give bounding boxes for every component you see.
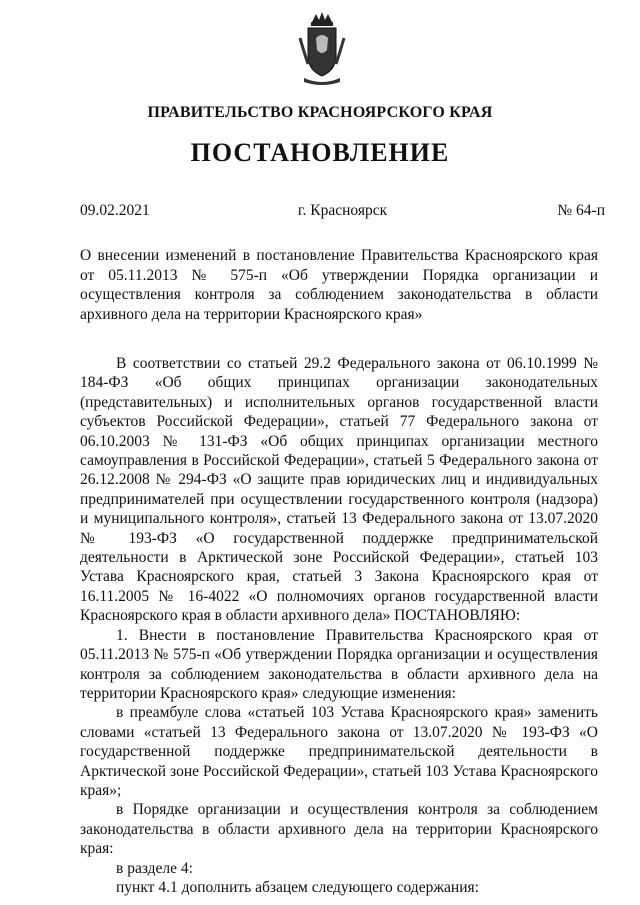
document-number: № 64-п: [557, 202, 605, 219]
body-paragraph: В соответствии со статьей 29.2 Федерального закона от 06.10.1999 № 184-ФЗ «Об общих принципах организации законодательных (представительных) и исполнительных органов государственной власти субъектов Российской Федерации», статьей 77 Федерального закона от 06.10.2003 № 131-ФЗ «Об общих принципах организации местного самоуправления в Российской Федерации», статьей 5 Федерального закона от 26.12.2008 № 294-ФЗ «О защите прав юридических лиц и индивидуальных предпринимателей при осуществлении государственного контроля (надзора) и муниципального контроля», статьей 13 Федерального закона от 13.07.2020 № 193-ФЗ «О государственной поддержке предпринимательской деятельности в Арктической зоне Российской Федерации», статьей 103 Устава Красноярского края, статьей 3 Закона Красноярского края от 16.11.2005 № 16-4022 «О полномочиях органов государственной власти Красноярского края в области архивного дела» ПОСТАНОВЛЯЮ:: [80, 355, 598, 625]
body-paragraph: в Порядке организации и осуществления контроля за соблюдением законодательства в области архивного дела на территории Красноярского края:: [80, 801, 598, 858]
body-paragraph: в разделе 4:: [116, 859, 193, 877]
body-paragraph: 1. Внести в постановление Правительства Красноярского края от 05.11.2013 № 575-п «Об утверждении Порядка организации и осуществления контроля за соблюдением законодательства в области архивного дела на территории Красноярского края» следующие изменения:: [80, 626, 598, 702]
krasnoyarsk-coat-of-arms-icon: [294, 8, 350, 88]
document-subject: О внесении изменений в постановление Правительства Красноярского края от 05.11.2013 № 575-п «Об утверждении Порядка организации и осуществления контроля за соблюдением законодательства в области архивного дела на территории Красноярского края»: [80, 247, 598, 323]
document-city: г. Красноярск: [297, 202, 388, 219]
document-type-heading: ПОСТАНОВЛЕНИЕ: [190, 138, 450, 167]
government-title: ПРАВИТЕЛЬСТВО КРАСНОЯРСКОГО КРАЯ: [147, 104, 493, 121]
body-paragraph: в преамбуле слова «статьей 103 Устава Красноярского края» заменить словами «статьей 13 Федерального закона от 13.07.2020 № 193-ФЗ «О государственной поддержке предпринимательской деятельности в Арктической зоне Российской Федерации», статьей 103 Устава Красноярского края»;: [80, 704, 598, 799]
body-paragraph: пункт 4.1 дополнить абзацем следующего содержания:: [116, 878, 479, 896]
document-body: [80, 354, 598, 897]
document-meta-row: [80, 202, 605, 224]
document-date: 09.02.2021: [80, 202, 150, 219]
